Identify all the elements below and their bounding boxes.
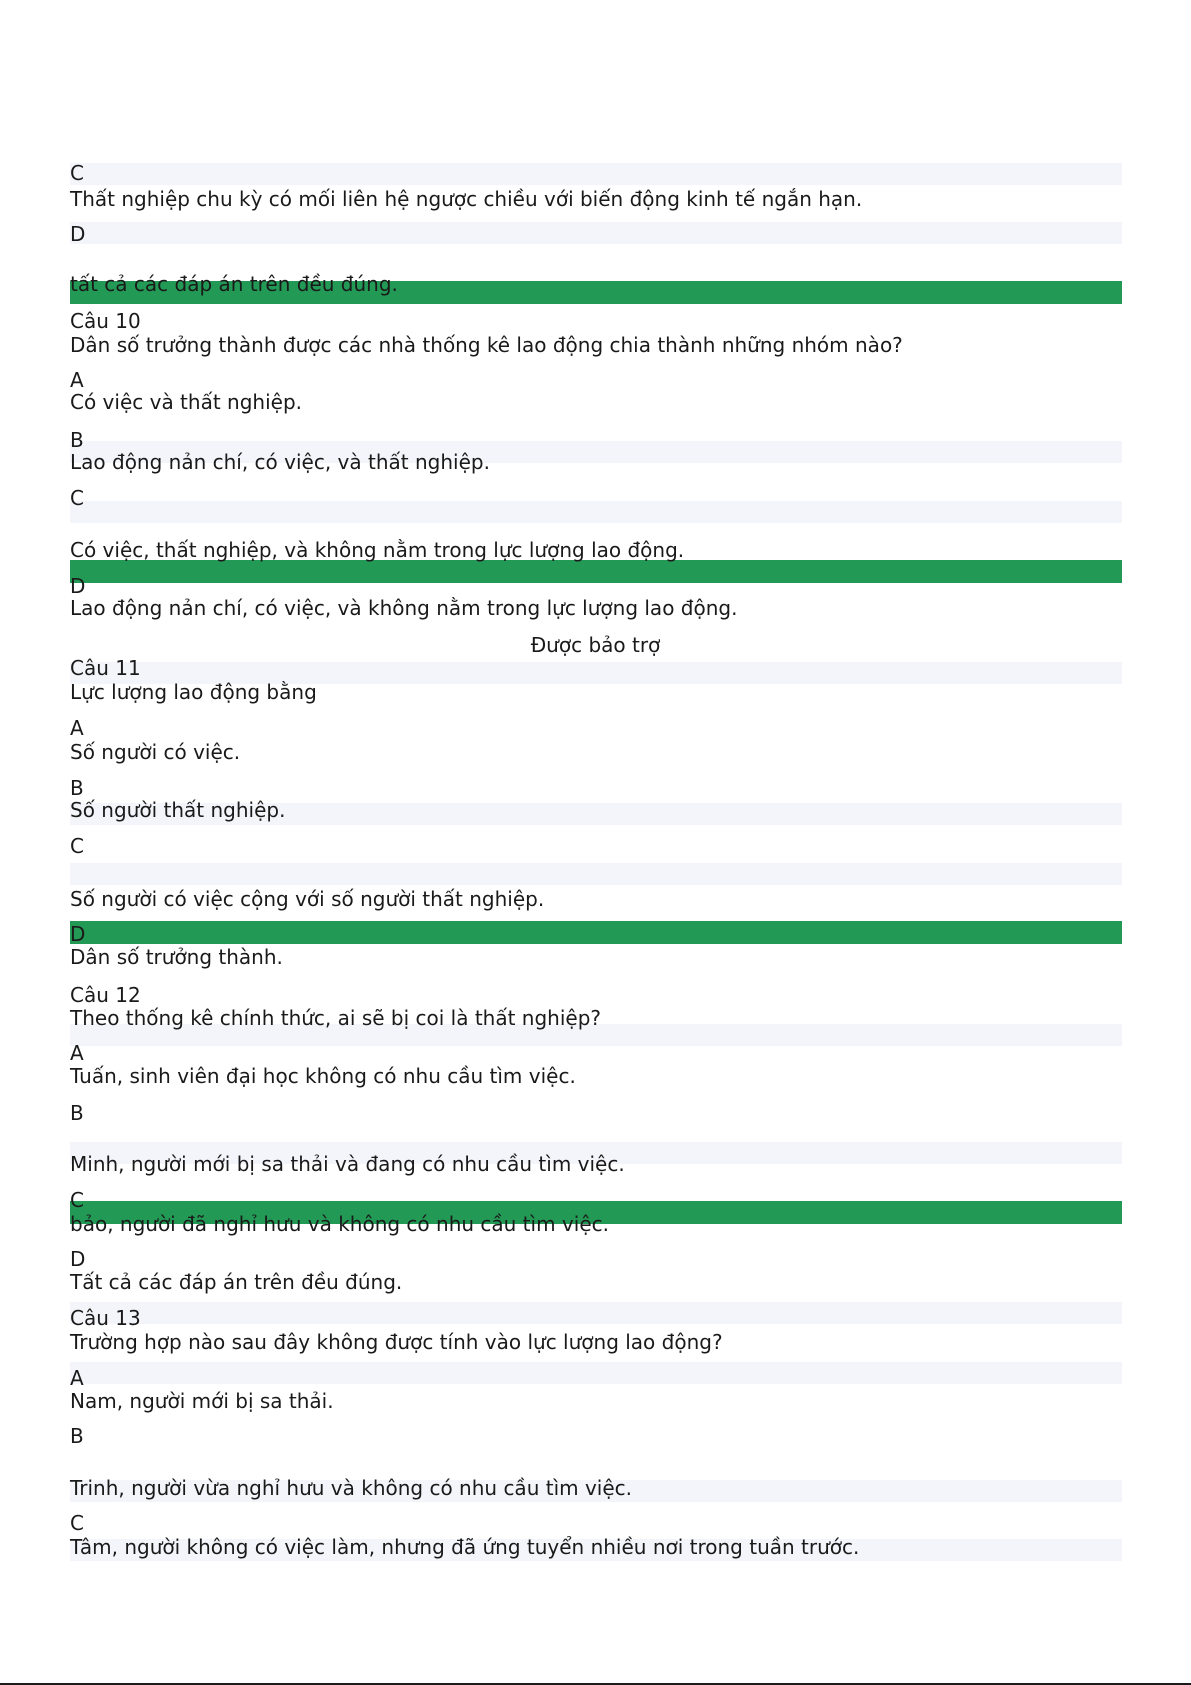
option-text: Lao động nản chí, có việc, và không nằm trong lực lượng lao động.	[70, 596, 738, 620]
option-text: Dân số trưởng thành.	[70, 945, 283, 969]
option-letter: A	[70, 1041, 84, 1065]
option-letter: B	[70, 1101, 84, 1125]
option-text-correct: Minh, người mới bị sa thải và đang có nhu cầu tìm việc.	[70, 1152, 625, 1176]
option-letter: D	[70, 222, 86, 246]
option-letter: D	[70, 1247, 86, 1271]
row-band	[70, 222, 1122, 244]
option-letter: C	[70, 1188, 84, 1212]
option-text: Tuấn, sinh viên đại học không có nhu cầu tìm việc.	[70, 1064, 576, 1088]
question-text: Dân số trưởng thành được các nhà thống kê lao động chia thành những nhóm nào?	[70, 333, 903, 357]
option-letter: C	[70, 161, 84, 185]
option-letter: B	[70, 776, 84, 800]
option-letter: B	[70, 1424, 84, 1448]
option-letter: D	[70, 574, 86, 598]
option-letter: C	[70, 486, 84, 510]
option-text-correct: Có việc, thất nghiệp, và không nằm trong lực lượng lao động.	[70, 538, 685, 562]
option-text: Nam, người mới bị sa thải.	[70, 1389, 334, 1413]
question-text: Lực lượng lao động bằng	[70, 680, 317, 704]
option-letter: B	[70, 428, 84, 452]
row-band	[70, 163, 1122, 185]
question-text: Theo thống kê chính thức, ai sẽ bị coi là thất nghiệp?	[70, 1006, 602, 1030]
row-band	[70, 501, 1122, 523]
option-text: Số người có việc.	[70, 740, 241, 764]
row-band	[70, 1302, 1122, 1324]
option-text: Có việc và thất nghiệp.	[70, 390, 302, 414]
option-text-correct: Số người có việc cộng với số người thất nghiệp.	[70, 887, 545, 911]
option-text-correct: tất cả các đáp án trên đều đúng.	[70, 272, 398, 296]
question-number: Câu 10	[70, 309, 141, 333]
option-letter: A	[70, 368, 84, 392]
option-letter: D	[70, 922, 86, 946]
option-letter: A	[70, 716, 84, 740]
option-text: Trinh, người vừa nghỉ hưu và không có nhu cầu tìm việc.	[70, 1476, 633, 1500]
option-letter: C	[70, 1511, 84, 1535]
option-text: bảo, người đã nghỉ hưu và không có nhu cầu tìm việc.	[70, 1212, 609, 1236]
question-number: Câu 11	[70, 656, 141, 680]
option-text: Tâm, người không có việc làm, nhưng đã ứng tuyển nhiều nơi trong tuần trước.	[70, 1535, 860, 1559]
question-number: Câu 12	[70, 983, 141, 1007]
sponsored-label: Được bảo trợ	[530, 633, 661, 657]
question-text: Trường hợp nào sau đây không được tính vào lực lượng lao động?	[70, 1330, 723, 1354]
option-text: Tất cả các đáp án trên đều đúng.	[70, 1270, 403, 1294]
option-text: Thất nghiệp chu kỳ có mối liên hệ ngược chiều với biến động kinh tế ngắn hạn.	[70, 187, 863, 211]
correct-answer-highlight	[70, 921, 1122, 944]
row-band	[70, 1362, 1122, 1384]
option-letter: C	[70, 834, 84, 858]
option-letter: A	[70, 1366, 84, 1390]
correct-answer-highlight	[70, 560, 1122, 583]
option-text: Lao động nản chí, có việc, và thất nghiệp.	[70, 450, 490, 474]
row-band	[70, 863, 1122, 885]
question-number: Câu 13	[70, 1306, 141, 1330]
option-text: Số người thất nghiệp.	[70, 798, 286, 822]
